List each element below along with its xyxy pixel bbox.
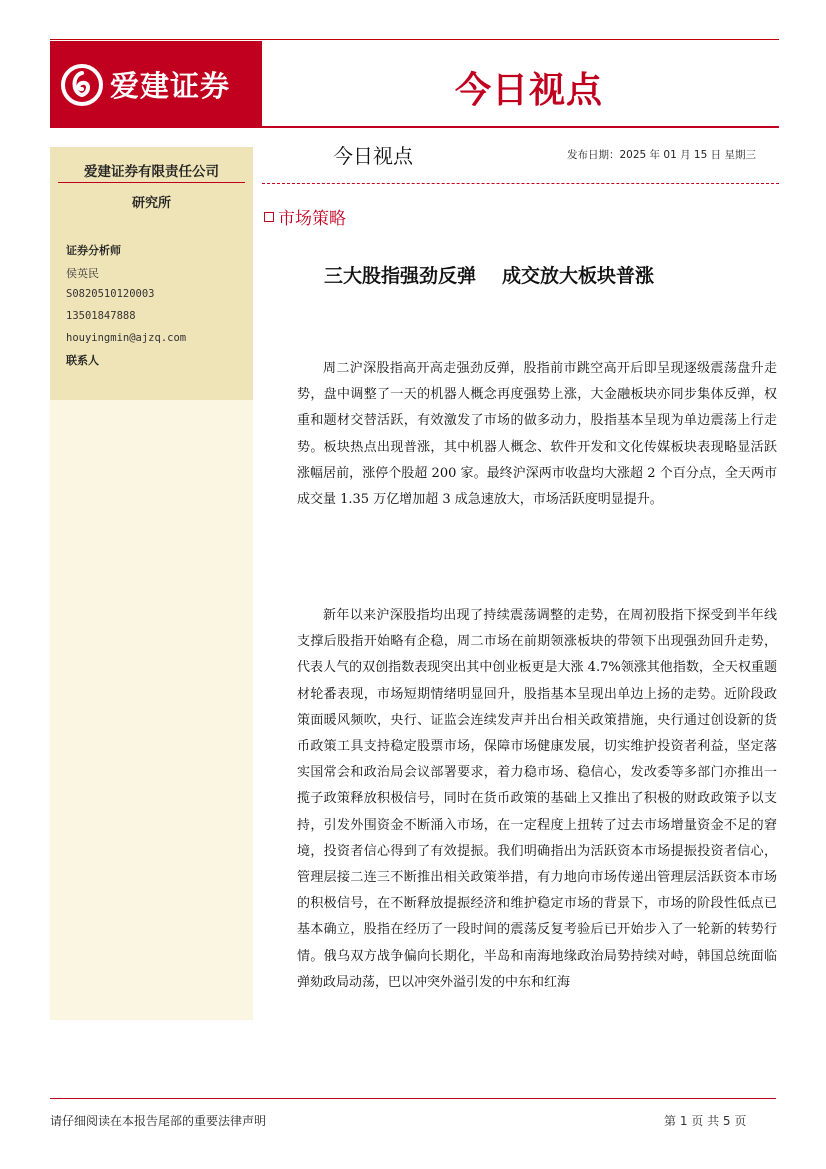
headline-part-2: 成交放大板块普涨: [502, 265, 655, 287]
analyst-license: S0820510120003: [66, 288, 155, 300]
analyst-phone: 13501847888: [66, 310, 136, 322]
header-title: 今日视点: [455, 70, 604, 111]
report-subtitle: 今日视点: [333, 144, 413, 168]
institute-name: 研究所: [131, 196, 171, 211]
analyst-name: 侯英民: [66, 267, 99, 280]
body-paragraph: 周二沪深股指高开高走强劲反弹，股指前市跳空高开后即呈现逐级震荡盘升走势，盘中调整了一天的机器人概念再度强势上涨，大金融板块亦同步集体反弹，权重和题材交替活跃，有效激发了市场的做多动力，股指基本呈现为单边震荡上行走势。板块热点出现普涨，其中机器人概念、软件开发和文化传媒板块表现略显活跃涨幅居前，涨停个股超 200 家。最终沪深两市收盘均大涨超 2 个百分点，全天两市成交量 1.35 万亿增加超 3 成急速放大，市场活跃度明显提升。: [297, 361, 777, 508]
sidebar-contact-panel: [50, 147, 253, 400]
brand-logo-icon: [60, 63, 104, 107]
report-headline: [324, 261, 654, 288]
body-paragraph: 新年以来沪深股指均出现了持续震荡调整的走势，在周初股指下探受到半年线支撑后股指开始略有企稳，周二市场在前期领涨板块的带领下出现强劲回升走势，代表人气的双创指数表现突出其中创业板更是大涨 4.7%领涨其他指数，全天权重题材轮番表现，市场短期情绪明显回升，股指基本呈现出单边上扬的走势。近阶段政策面暖风频吹，央行、证监会连续发声并出台相关政策措施，央行通过创设新的货币政策工具支持稳定股票市场，保障市场健康发展，切实维护投资者利益，坚定落实国常会和政治局会议部署要求，着力稳市场、稳信心，发改委等多部门亦推出一揽子政策释放积极信号，同时在货币政策的基础上又推出了积极的财政政策予以支持，引发外围资金不断涌入市场，在一定程度上扭转了过去市场增量资金不足的窘境，投资者信心得到了有效提振。我们明确指出为活跃资本市场提振投资者信心，管理层接二连三不断推出相关政策举措，有力地向市场传递出管理层活跃资本市场的积极信号，在不断释放提振经济和维护稳定市场的背景下，市场的阶段性低点已基本确立，股指在经历了一段时间的震荡反复考验后已开始步入了一轮新的转势行情。俄乌双方战争偏向长期化，半岛和南海地缘政治局势持续对峙，韩国总统面临弹劾政局动荡，巴以冲突外溢引发的中东和红海: [297, 608, 777, 990]
header-rule: [262, 126, 779, 128]
top-rule: [50, 39, 779, 40]
headline-part-1: 三大股指强劲反弹: [324, 265, 477, 287]
analyst-label: 证券分析师: [66, 244, 121, 257]
footer-rule: [50, 1098, 776, 1099]
page-number: 第 1 页 共 5 页: [664, 1114, 747, 1128]
section-label: 市场策略: [278, 209, 346, 229]
dashed-divider: [262, 183, 779, 184]
contact-label: 联系人: [66, 354, 99, 367]
brand-logo: [50, 41, 262, 128]
sidebar: [50, 147, 253, 1020]
company-divider: [58, 182, 245, 183]
brand-name: 爱建证券: [110, 69, 231, 103]
company-name: 爱建证券有限责任公司: [84, 164, 219, 180]
legal-disclaimer-link[interactable]: 请仔细阅读在本报告尾部的重要法律声明: [50, 1114, 267, 1128]
checkbox-bullet-icon: [264, 212, 274, 222]
publish-date: 发布日期：2025 年 01 月 15 日 星期三: [567, 149, 756, 161]
analyst-email[interactable]: houyingmin@ajzq.com: [66, 332, 187, 344]
section-heading: [264, 204, 346, 229]
